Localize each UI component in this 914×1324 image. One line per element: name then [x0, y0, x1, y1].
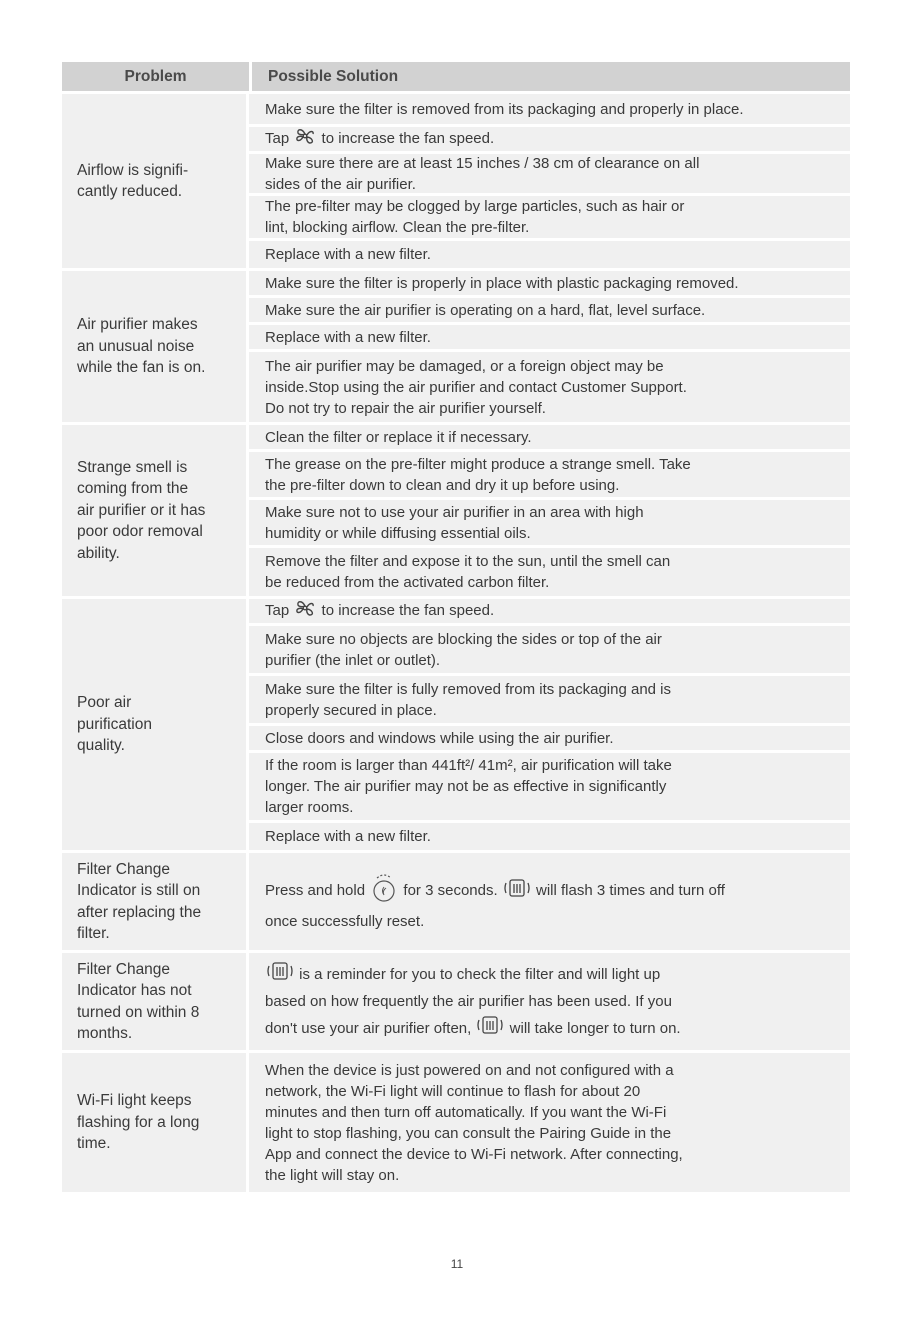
problem-block	[62, 1053, 850, 1195]
solution-cell: Make sure the filter is fully removed from its packaging and is properly secured in place.	[249, 676, 850, 726]
solution-cell	[249, 853, 850, 950]
solution-cell: Make sure no objects are blocking the sides or top of the air purifier (the inlet or outlet).	[249, 626, 850, 676]
solution-cell: When the device is just powered on and not configured with a network, the Wi-Fi light will continue to flash for about 20 minutes and then turn off automatically. If you want the Wi-Fi light to stop flashing, you can consult the Pairing Guide in the App and connect the device to Wi-Fi network. After connecting, the light will stay on.	[249, 1053, 850, 1192]
solution-text: to increase the fan speed.	[321, 129, 495, 147]
solutions-list	[249, 271, 850, 422]
solution-cell: Make sure the filter is properly in place with plastic packaging removed.	[249, 271, 850, 298]
solutions-list	[249, 425, 850, 596]
solutions-list	[249, 94, 850, 268]
solution-text: will flash 3 times and turn off	[535, 881, 725, 899]
problem-cell: Strange smell is coming from the air purifier or it has poor odor removal ability.	[62, 425, 249, 596]
solution-cell: If the room is larger than 441ft²/ 41m², air purification will take longer. The air purifier may not be as effective in significantly larger rooms.	[249, 753, 850, 823]
solution-text: to increase the fan speed.	[321, 601, 495, 619]
problem-block	[62, 953, 850, 1053]
filter-indicator-icon	[502, 877, 532, 905]
solution-column-header: Possible Solution	[268, 67, 399, 85]
problem-cell: Poor air purification quality.	[62, 599, 249, 850]
solutions-list	[249, 953, 850, 1050]
fan-icon	[293, 598, 317, 624]
solution-cell: The pre-filter may be clogged by large particles, such as hair or lint, blocking airflow. Clean the pre-filter.	[249, 196, 850, 241]
solution-cell: The air purifier may be damaged, or a foreign object may be inside.Stop using the air purifier and contact Customer Support. Do not try to repair the air purifier yourself.	[249, 352, 850, 422]
solutions-list	[249, 599, 850, 850]
solution-text: Tap	[265, 129, 290, 147]
solution-cell: The grease on the pre-filter might produce a strange smell. Take the pre-filter down to clean and dry it up before using.	[249, 452, 850, 500]
solution-text: will take longer to turn on.	[509, 1019, 681, 1037]
page-number: 11	[450, 1257, 464, 1271]
solution-cell: Make sure the air purifier is operating on a hard, flat, level surface.	[249, 298, 850, 325]
problem-block	[62, 853, 850, 953]
solution-cell: Make sure not to use your air purifier in an area with high humidity or while diffusing essential oils.	[249, 500, 850, 548]
problem-block	[62, 94, 850, 271]
solution-cell: Close doors and windows while using the air purifier.	[249, 726, 850, 753]
solutions-list	[249, 853, 850, 950]
solution-text: once successfully reset.	[265, 913, 425, 930]
solution-cell	[249, 127, 850, 154]
solution-cell: Clean the filter or replace it if necessary.	[249, 425, 850, 452]
problem-block	[62, 271, 850, 425]
solution-cell	[249, 953, 850, 1050]
problem-cell: Filter Change Indicator has not turned on within 8 months.	[62, 953, 249, 1050]
solution-cell	[249, 599, 850, 626]
solution-text: Press and hold	[265, 881, 366, 899]
problem-cell: Airflow is signifi- cantly reduced.	[62, 94, 249, 268]
solution-cell: Make sure there are at least 15 inches / 38 cm of clearance on all sides of the air purifier.	[249, 154, 850, 196]
problem-cell: Air purifier makes an unusual noise while the fan is on.	[62, 271, 249, 422]
troubleshooting-table	[62, 62, 850, 1195]
problem-block	[62, 599, 850, 853]
solution-cell: Make sure the filter is removed from its packaging and properly in place.	[249, 94, 850, 127]
problem-column-header: Problem	[62, 62, 252, 91]
problem-block	[62, 425, 850, 599]
problem-cell: Filter Change Indicator is still on after replacing the filter.	[62, 853, 249, 950]
solution-text: based on how frequently the air purifier has been used. If you	[265, 992, 672, 1010]
solution-cell: Remove the filter and expose it to the sun, until the smell can be reduced from the activated carbon filter.	[249, 548, 850, 596]
solution-text: Tap	[265, 601, 290, 619]
fan-icon	[293, 126, 317, 152]
problem-cell: Wi-Fi light keeps flashing for a long time.	[62, 1053, 249, 1192]
filter-indicator-icon	[265, 960, 295, 990]
solution-text: for 3 seconds.	[403, 881, 498, 899]
solutions-list	[249, 1053, 850, 1192]
solution-cell: Replace with a new filter.	[249, 823, 850, 850]
table-header	[62, 62, 850, 94]
solution-cell: Replace with a new filter.	[249, 241, 850, 268]
solution-cell: Replace with a new filter.	[249, 325, 850, 352]
sleep-button-icon	[369, 871, 399, 911]
solution-text: don't use your air purifier often,	[265, 1019, 472, 1037]
solution-text: is a reminder for you to check the filter and will light up	[299, 965, 661, 983]
filter-indicator-icon	[475, 1014, 505, 1044]
